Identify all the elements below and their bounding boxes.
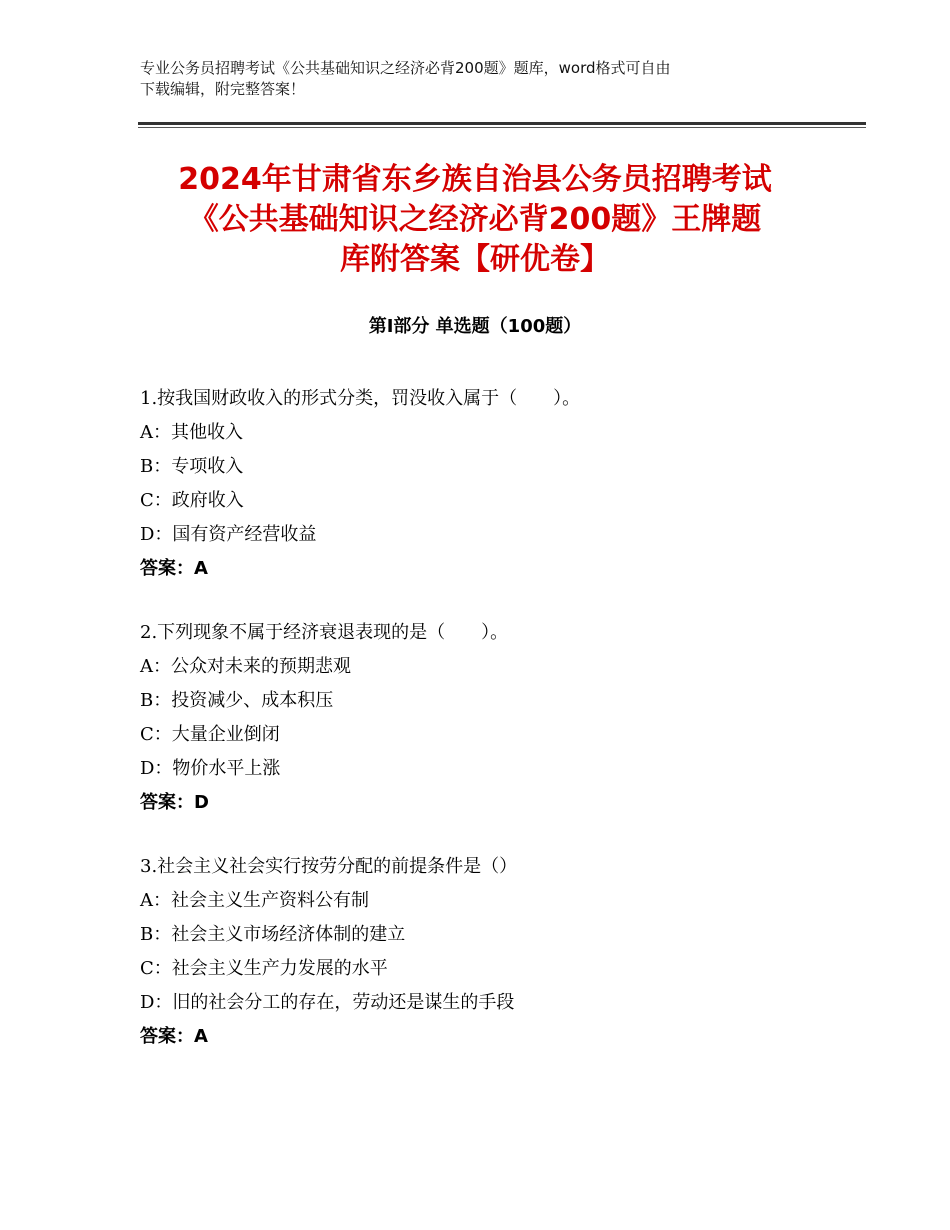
header-note	[140, 58, 840, 100]
header-note-line-1: 专业公务员招聘考试《公共基础知识之经济必背200题》题库，word格式可自由	[140, 59, 671, 77]
answer-key: 答案：D	[140, 792, 209, 813]
option-a: A：公众对未来的预期悲观	[140, 656, 351, 677]
document-title-line-1: 2024年甘肃省东乡族自治县公务员招聘考试	[178, 162, 772, 197]
option-c: C：大量企业倒闭	[140, 724, 280, 745]
option-a: A：社会主义生产资料公有制	[140, 890, 369, 911]
question-stem: 3.社会主义社会实行按劳分配的前提条件是（）	[140, 856, 518, 877]
option-b: B：投资减少、成本积压	[140, 690, 334, 711]
section-heading: 第I部分 单选题（100题）	[368, 316, 582, 337]
option-c: C：政府收入	[140, 490, 244, 511]
document-title	[130, 160, 820, 280]
answer-key: 答案：A	[140, 558, 208, 579]
question-2	[140, 616, 860, 820]
option-d: D：物价水平上涨	[140, 758, 281, 779]
option-b: B：专项收入	[140, 456, 244, 477]
option-b: B：社会主义市场经济体制的建立	[140, 924, 406, 945]
header-divider-thin	[138, 127, 866, 128]
option-c: C：社会主义生产力发展的水平	[140, 958, 388, 979]
option-a: A：其他收入	[140, 422, 243, 443]
question-stem: 2.下列现象不属于经济衰退表现的是（ ）。	[140, 622, 509, 643]
header-divider-thick	[138, 122, 866, 125]
question-3	[140, 850, 860, 1054]
answer-key: 答案：A	[140, 1026, 208, 1047]
option-d: D：旧的社会分工的存在，劳动还是谋生的手段	[140, 992, 515, 1013]
document-title-line-3: 库附答案【研优卷】	[340, 242, 610, 277]
header-note-line-2: 下载编辑，附完整答案！	[140, 80, 306, 98]
option-d: D：国有资产经营收益	[140, 524, 317, 545]
question-stem: 1.按我国财政收入的形式分类，罚没收入属于（ ）。	[140, 388, 581, 409]
question-list	[140, 382, 860, 1084]
question-1	[140, 382, 860, 586]
document-title-line-2: 《公共基础知识之经济必背200题》王牌题	[188, 202, 762, 237]
